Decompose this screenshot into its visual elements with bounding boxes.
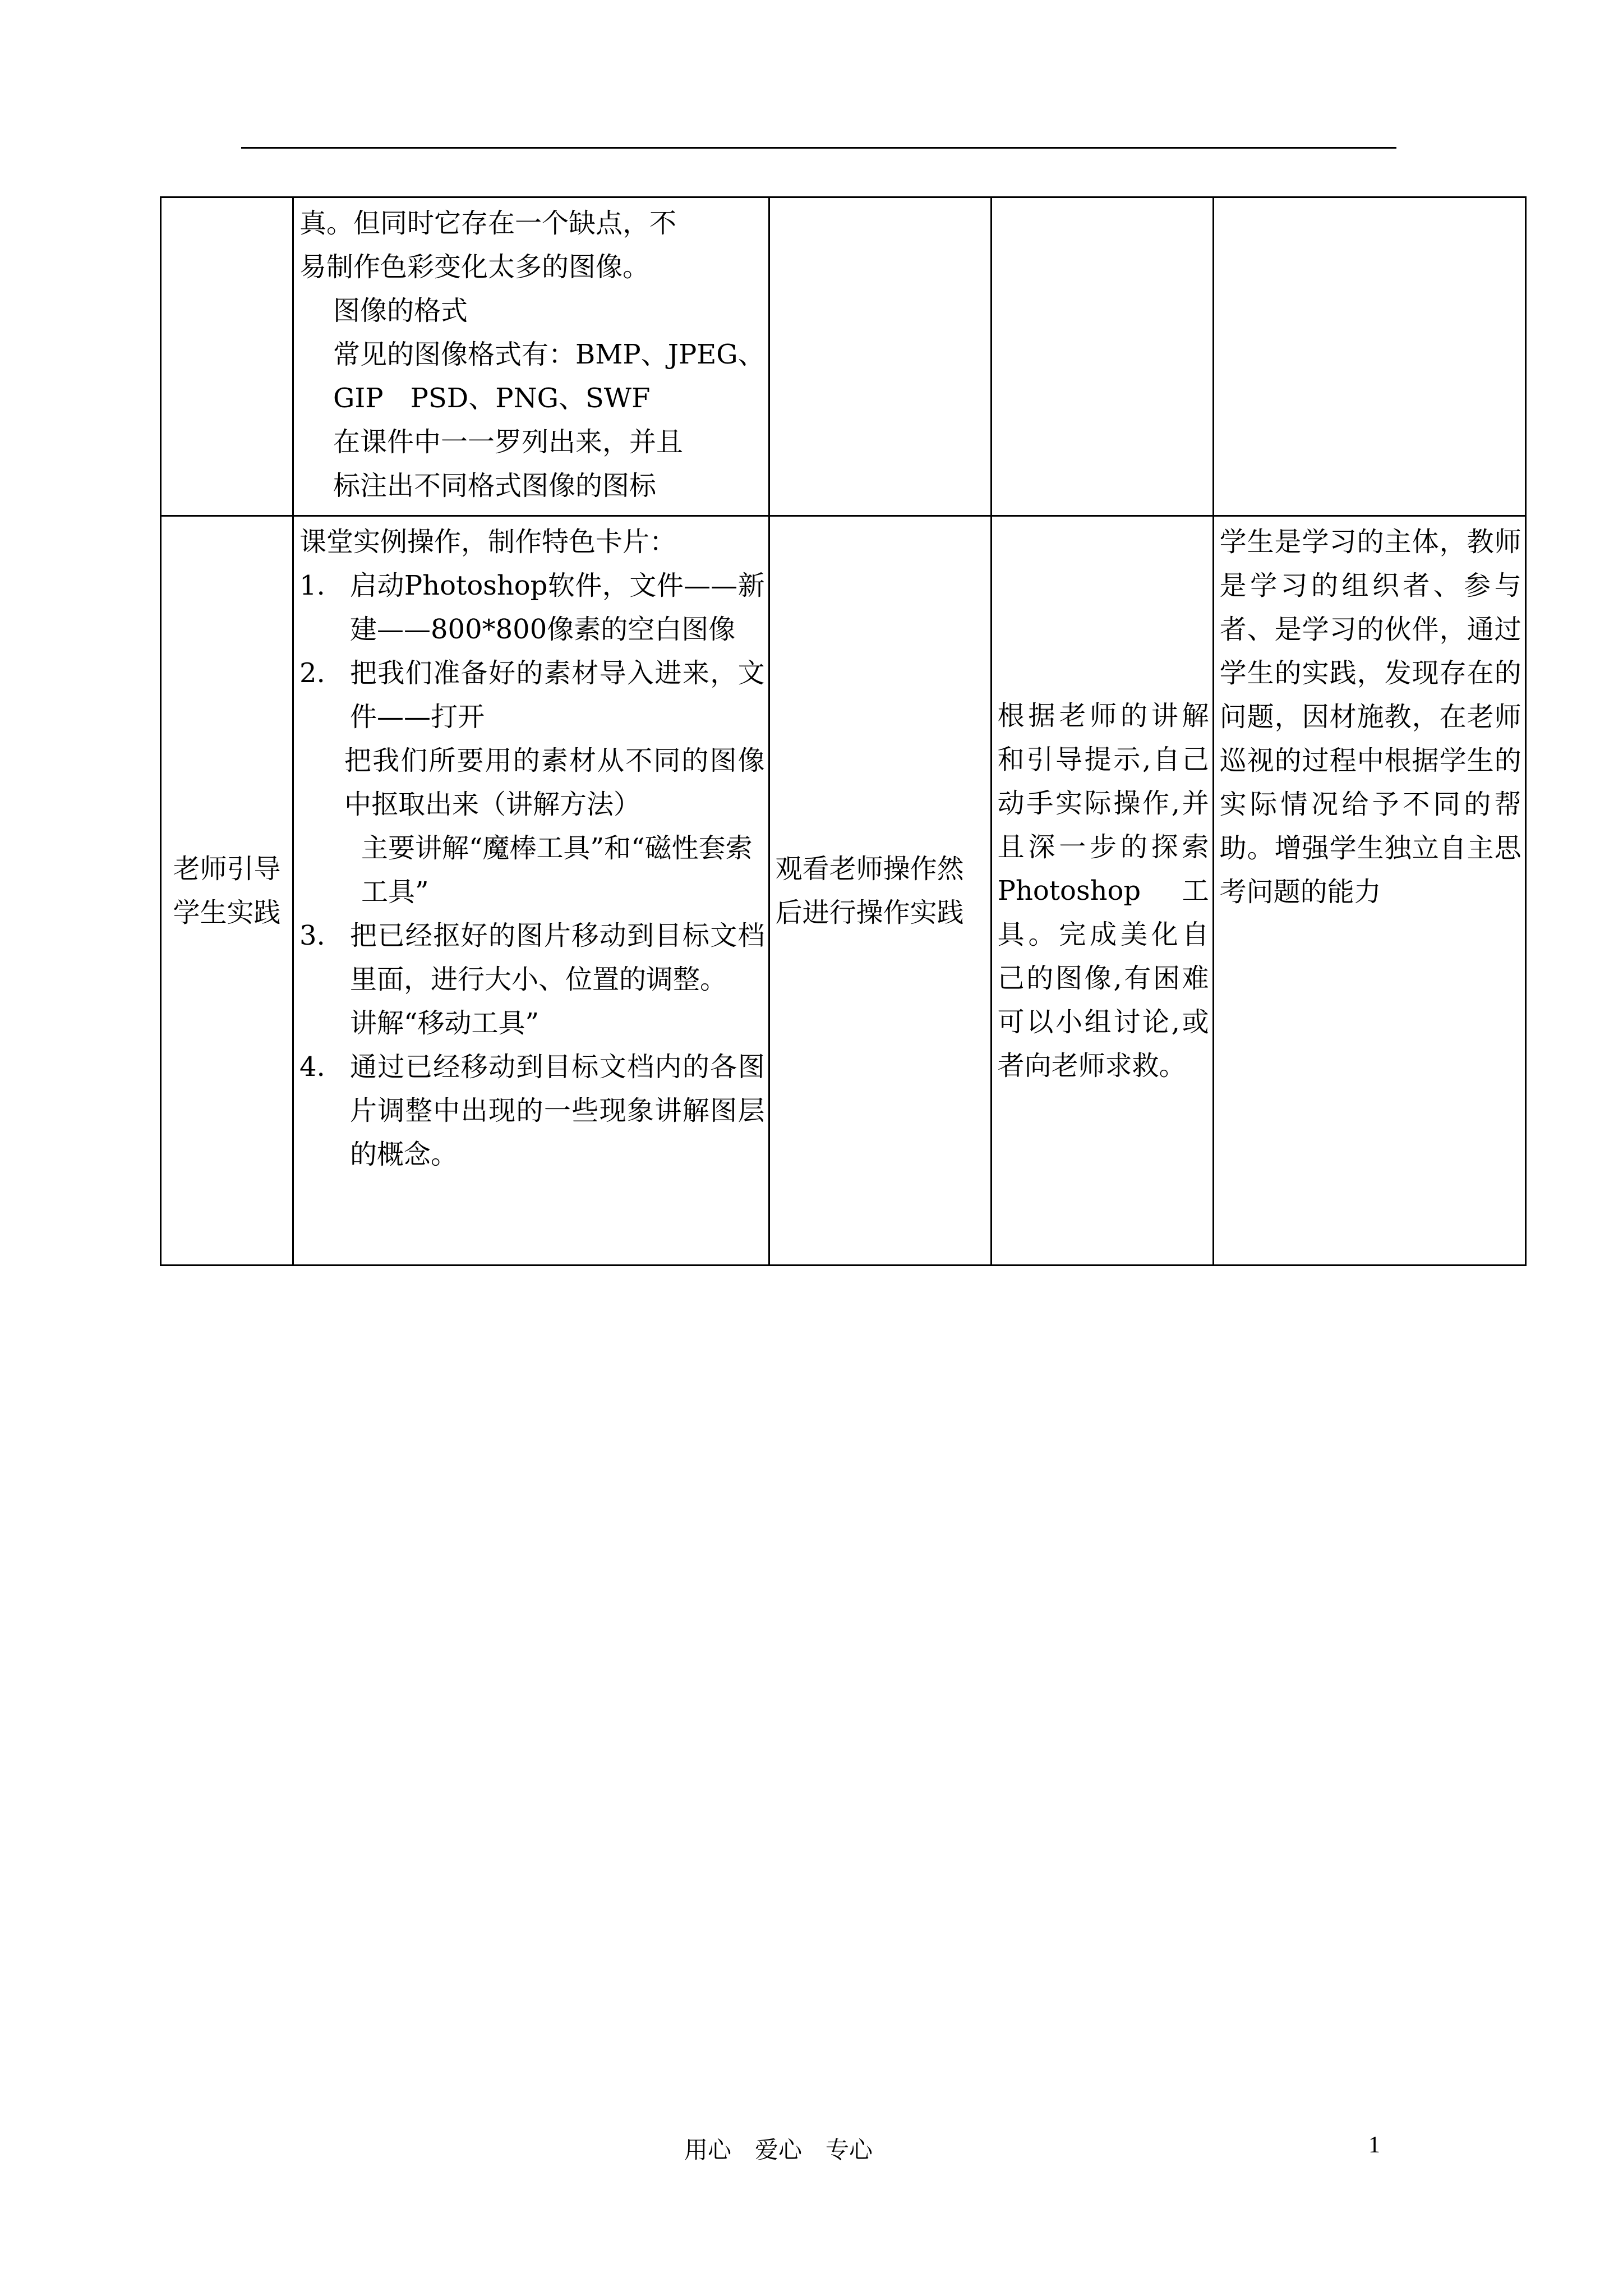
list-number: 4.: [299, 1051, 325, 1083]
table-row: [161, 516, 1526, 1266]
list-text: 把已经抠好的图片移动到目标文档里面，进行大小、位置的调整。: [350, 920, 765, 995]
list-text: 通过已经移动到目标文档内的各图片调整中出现的一些现象讲解图层的概念。: [350, 1051, 765, 1170]
footer-motto: 用心 爱心 专心: [684, 2136, 873, 2164]
content-line: 易制作色彩变化太多的图像。: [299, 251, 650, 283]
content-line: 标注出不同格式图像的图标: [333, 470, 657, 501]
list-item: [299, 914, 765, 1001]
content-paragraph: 主要讲解“魔棒工具”和“磁性套索工具”: [361, 832, 753, 908]
stage-cell: [161, 516, 293, 1266]
content-paragraph: 讲解“移动工具”: [350, 1007, 540, 1039]
content-cell: [293, 516, 769, 1266]
content-intro: 课堂实例操作，制作特色卡片：: [299, 526, 677, 558]
list-text: 启动Photoshop软件，文件——新建——800*800像素的空白图像: [350, 570, 765, 645]
list-item: [299, 651, 765, 739]
notes-text: 根据老师的讲解和引导提示,自己动手实际操作,并且深一步的探索Photoshop工具。完成美化自己的图像,有困难可以小组讨论,或者向老师求救。: [997, 700, 1209, 1082]
stage-cell: [161, 197, 293, 516]
content-line: 图像的格式: [333, 295, 468, 326]
table-row: [161, 197, 1526, 516]
content-cell: [293, 197, 769, 516]
list-number: 1.: [299, 570, 325, 601]
list-text: 把我们准备好的素材导入进来，文件——打开: [350, 657, 765, 733]
student-activity-text: 观看老师操作然后进行操作实践: [775, 853, 964, 928]
lesson-plan-table: [160, 196, 1527, 1266]
list-number: 2.: [299, 657, 325, 689]
intent-cell: [1213, 516, 1525, 1266]
content-line: 真。但同时它存在一个缺点，不: [299, 208, 677, 239]
page-number: 1: [1368, 2132, 1380, 2158]
notes-cell: [991, 197, 1213, 516]
stage-label: 老师引导学生实践: [173, 853, 281, 928]
intent-text: 学生是学习的主体，教师是学习的组织者、参与者、是学习的伙伴，通过学生的实践，发现存在的问题，因材施教，在老师巡视的过程中根据学生的实际情况给予不同的帮助。增强学生独立自主思考问题的能力: [1219, 526, 1521, 908]
content-line: 在课件中一一罗列出来，并且: [333, 426, 684, 458]
header-rule: [241, 147, 1396, 149]
intent-cell: [1213, 197, 1525, 516]
list-item: [299, 564, 765, 651]
content-line: 常见的图像格式有：BMP、JPEG、: [333, 339, 765, 370]
content-line: GIP PSD、PNG、SWF: [333, 383, 651, 414]
list-number: 3.: [299, 920, 325, 951]
notes-cell: [991, 516, 1213, 1266]
content-paragraph: 把我们所要用的素材从不同的图像中抠取出来（讲解方法）: [344, 745, 765, 820]
student-activity-cell: [769, 516, 991, 1266]
list-item: [299, 1045, 765, 1176]
student-activity-cell: [769, 197, 991, 516]
